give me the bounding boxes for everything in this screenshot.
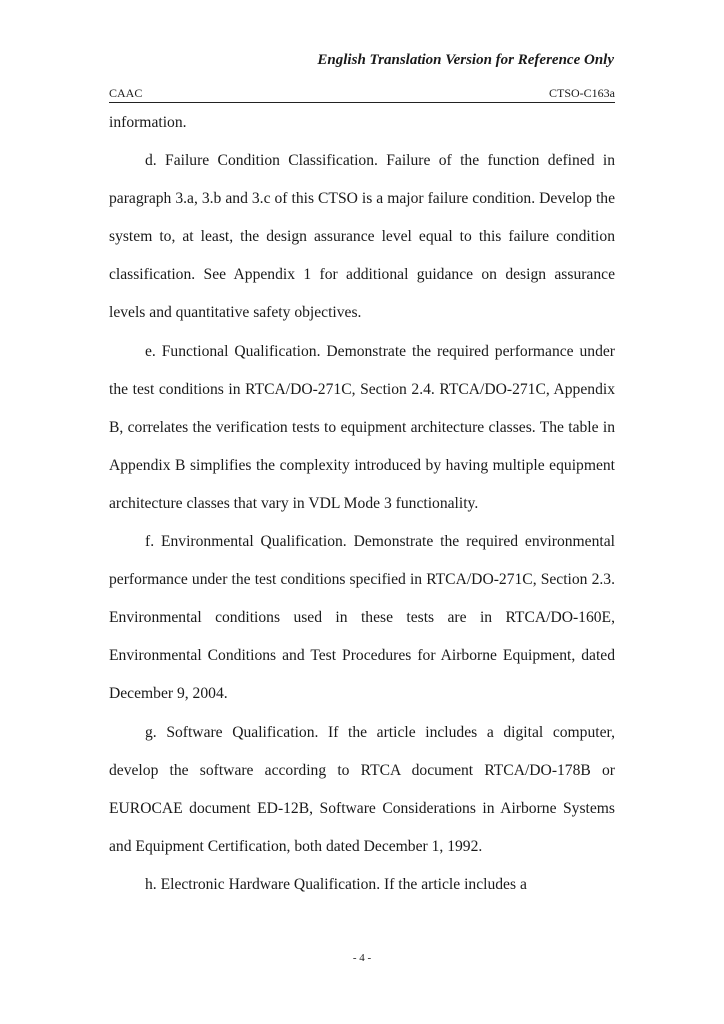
page-header [109,86,615,103]
paragraph-hardware-qualification: h. Electronic Hardware Qualification. If the article includes a [145,875,527,893]
header-organization: CAAC [109,86,143,100]
paragraph-software-qualification: g. Software Qualification. If the article includes a digital computer, develop the software according to RTCA document RTCA/DO-178B or EUROCAE document ED-12B, Software Considerations in Airborne Systems and Equipment Certification, both dated December 1, 1992. [109,723,615,855]
paragraph-environmental-qualification: f. Environmental Qualification. Demonstrate the required environmental performance under the test conditions specified in RTCA/DO-271C, Section 2.3. Environmental conditions used in these tests are in RTCA/DO-160E, Environmental Conditions and Test Procedures for Airborne Equipment, dated December 9, 2004. [109,533,615,703]
paragraph-failure-condition: d. Failure Condition Classification. Failure of the function defined in paragraph 3.a, 3.b and 3.c of this CTSO is a major failure condition. Develop the system to, at least, the design assurance level equal to this failure condition classification. See Appendix 1 for additional guidance on design assurance levels and quantitative safety objectives. [109,152,615,322]
header-document-id: CTSO-C163a [549,86,615,100]
translation-note: English Translation Version for Reference Only [317,52,614,68]
paragraph-continuation: information. [109,114,187,131]
paragraph-functional-qualification: e. Functional Qualification. Demonstrate the required performance under the test conditions in RTCA/DO-271C, Section 2.4. RTCA/DO-271C, Appendix B, correlates the verification tests to equipment architecture classes. The table in Appendix B simplifies the complexity introduced by having multiple equipment architecture classes that vary in VDL Mode 3 functionality. [109,342,615,512]
page-number: - 4 - [352,952,372,964]
document-body [109,104,615,904]
